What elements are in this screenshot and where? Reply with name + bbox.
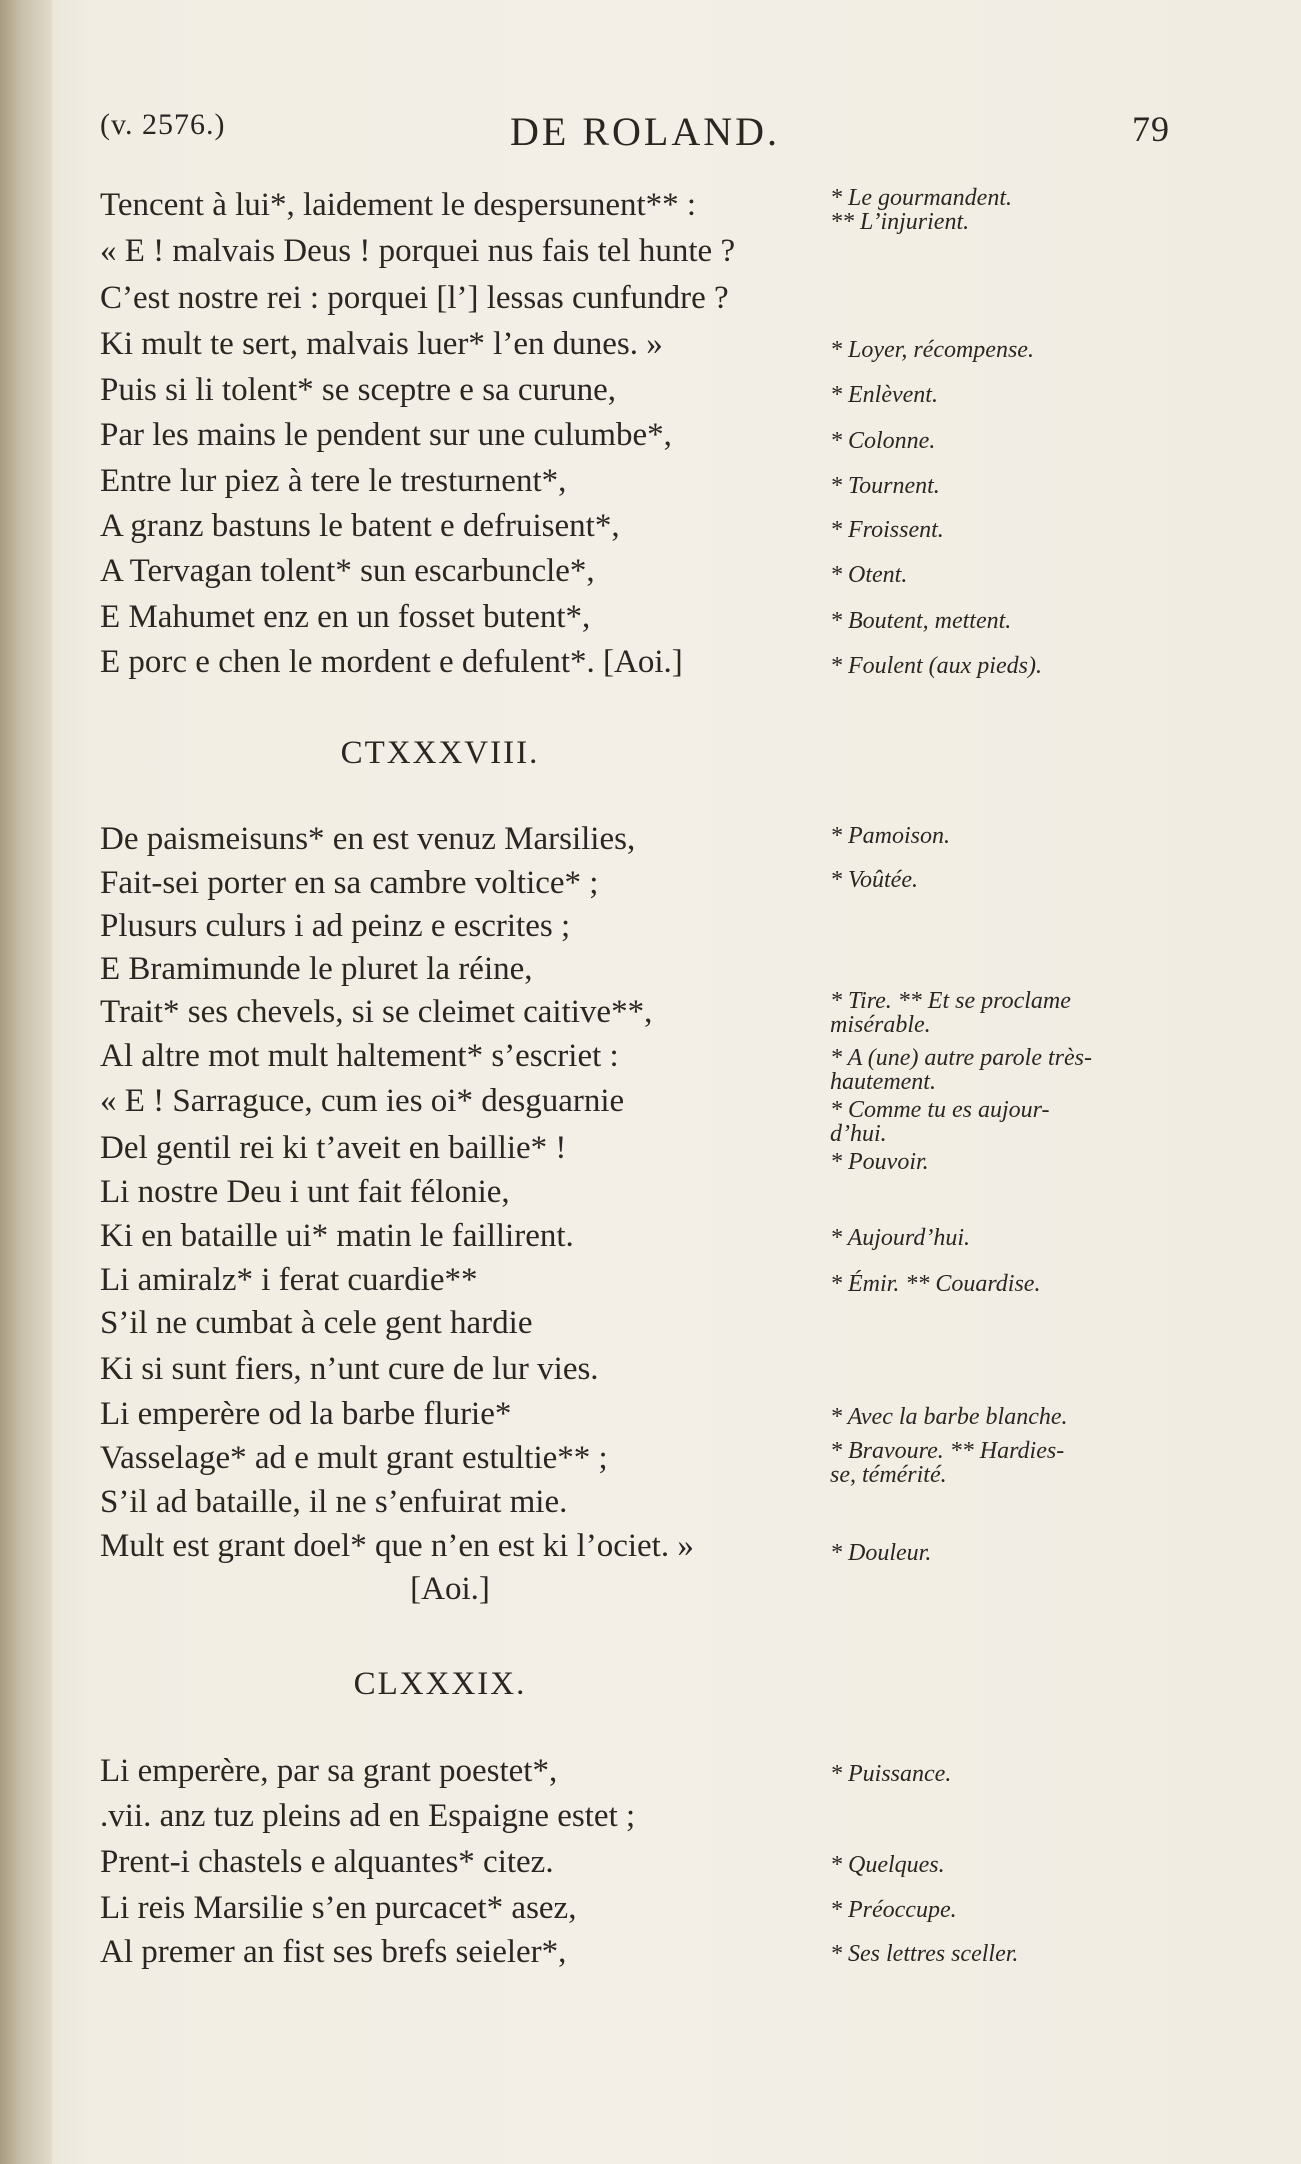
aoi-marker: [Aoi.] xyxy=(410,1571,490,1607)
verse-line: Li reis Marsilie s’en purcacet* asez, xyxy=(100,1890,577,1926)
gloss: * Voûtée. xyxy=(830,867,918,893)
verse-line: « E ! malvais Deus ! porquei nus fais tel hunte ? xyxy=(100,233,736,269)
verse-range: (v. 2576.) xyxy=(100,108,226,141)
gloss: * Colonne. xyxy=(830,428,936,454)
verse-line: Al altre mot mult haltement* s’escriet : xyxy=(100,1038,619,1074)
verse-line: Mult est grant doel* que n’en est ki l’ociet. » xyxy=(100,1528,694,1564)
verse-line: Par les mains le pendent sur une culumbe*, xyxy=(100,417,672,453)
verse-line: Fait-sei porter en sa cambre voltice* ; xyxy=(100,865,599,901)
gloss: * Tire. ** Et se proclame misérable. xyxy=(830,988,1071,1038)
verse-line: Li emperère od la barbe flurie* xyxy=(100,1396,512,1432)
verse-line: A Tervagan tolent* sun escarbuncle*, xyxy=(100,553,595,589)
verse-line: Ki en bataille ui* matin le faillirent. xyxy=(100,1218,574,1254)
verse-line: Entre lur piez à tere le tresturnent*, xyxy=(100,463,567,499)
gloss: * Quelques. xyxy=(830,1852,945,1878)
page-gutter xyxy=(0,0,52,2164)
gloss: * Tournent. xyxy=(830,473,940,499)
verse-line: C’est nostre rei : porquei [l’] lessas cunfundre ? xyxy=(100,280,729,316)
page-number: 79 xyxy=(1132,109,1170,149)
gloss: * Émir. ** Couardise. xyxy=(830,1271,1041,1297)
gloss: * Ses lettres sceller. xyxy=(830,1941,1019,1967)
gloss: * Boutent, mettent. xyxy=(830,608,1012,634)
verse-line: « E ! Sarraguce, cum ies oi* desguarnie xyxy=(100,1083,625,1119)
gloss: * Avec la barbe blanche. xyxy=(830,1404,1068,1430)
verse-line: Puis si li tolent* se sceptre e sa curune, xyxy=(100,372,616,408)
verse-line: Plusurs culurs i ad peinz e escrites ; xyxy=(100,908,571,944)
verse-line: Ki si sunt fiers, n’unt cure de lur vies. xyxy=(100,1351,599,1387)
gloss: * Loyer, récompense. xyxy=(830,337,1034,363)
gloss: * Puissance. xyxy=(830,1761,952,1787)
verse-line: Prent-i chastels e alquantes* citez. xyxy=(100,1844,554,1880)
gloss: * Douleur. xyxy=(830,1540,932,1566)
verse-line: Li amiralz* i ferat cuardie** xyxy=(100,1262,478,1298)
verse-line: E porc e chen le mordent e defulent*. [Aoi.] xyxy=(100,644,683,680)
running-title: DE ROLAND. xyxy=(510,109,780,154)
gloss: * Bravoure. ** Hardies- se, témérité. xyxy=(830,1438,1065,1488)
verse-line: A granz bastuns le batent e defruisent*, xyxy=(100,508,620,544)
gloss: * Foulent (aux pieds). xyxy=(830,653,1042,679)
gloss: * A (une) autre parole très- hautement. xyxy=(830,1045,1092,1095)
gloss: * Préoccupe. xyxy=(830,1897,957,1923)
section-heading: CLXXXIX. xyxy=(353,1666,527,1702)
verse-line: De paismeisuns* en est venuz Marsilies, xyxy=(100,821,636,857)
running-header xyxy=(100,108,1180,158)
gloss: * Aujourd’hui. xyxy=(830,1225,971,1251)
gloss: * Froissent. xyxy=(830,517,944,543)
gloss: * Comme tu es aujour- d’hui. xyxy=(830,1097,1050,1147)
verse-line: Li emperère, par sa grant poestet*, xyxy=(100,1753,558,1789)
verse-line: Del gentil rei ki t’aveit en baillie* ! xyxy=(100,1130,567,1166)
verse-line: Al premer an fist ses brefs seieler*, xyxy=(100,1934,567,1970)
verse-line: E Bramimunde le pluret la réine, xyxy=(100,951,533,987)
verse-line: E Mahumet enz en un fosset butent*, xyxy=(100,599,591,635)
section-heading: CTXXXVIII. xyxy=(340,735,540,771)
gloss: * Pamoison. xyxy=(830,823,950,849)
verse-line: Ki mult te sert, malvais luer* l’en dunes. » xyxy=(100,326,663,362)
verse-line: S’il ne cumbat à cele gent hardie xyxy=(100,1305,533,1341)
gloss: * Otent. xyxy=(830,562,908,588)
verse-line: Tencent à lui*, laidement le despersunent** : xyxy=(100,187,697,223)
gloss: * Enlèvent. xyxy=(830,382,938,408)
verse-line: S’il ad bataille, il ne s’enfuirat mie. xyxy=(100,1484,568,1520)
verse-line: Trait* ses chevels, si se cleimet caitive**, xyxy=(100,994,653,1030)
verse-line: Vasselage* ad e mult grant estultie** ; xyxy=(100,1440,608,1476)
gloss: * Pouvoir. xyxy=(830,1149,929,1175)
gloss: * Le gourmandent. ** L’injurient. xyxy=(830,185,1012,235)
verse-line: .vii. anz tuz pleins ad en Espaigne estet ; xyxy=(100,1798,636,1834)
verse-line: Li nostre Deu i unt fait félonie, xyxy=(100,1174,510,1210)
